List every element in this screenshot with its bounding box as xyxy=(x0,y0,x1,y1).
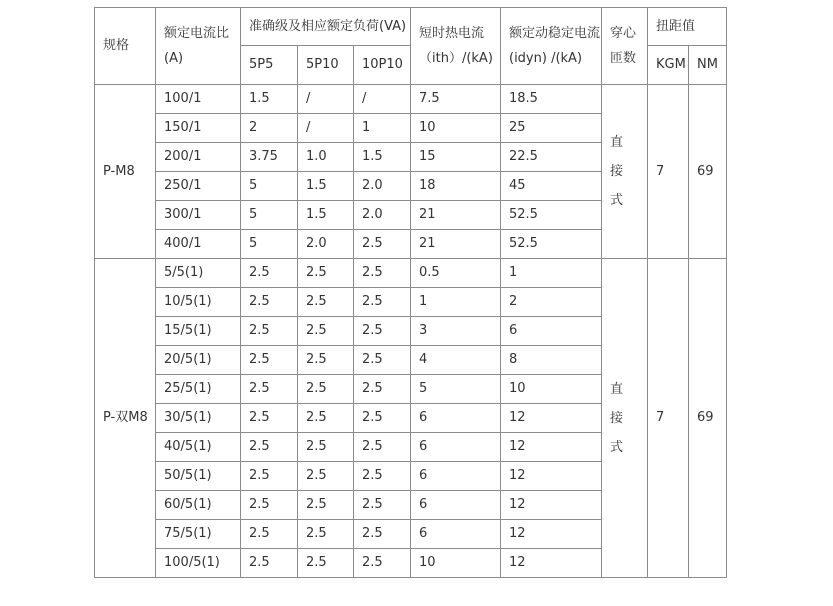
cell-spec: P-M8 xyxy=(95,85,156,259)
cell-acc-10p10: 2.5 xyxy=(354,375,411,404)
cell-torque-kgm: 7 xyxy=(648,85,689,259)
cell-acc-10p10: 2.0 xyxy=(354,172,411,201)
cell-torque-nm: 69 xyxy=(689,259,727,578)
cell-ratio: 5/5(1) xyxy=(156,259,241,288)
cell-thermal-current: 6 xyxy=(411,462,501,491)
cell-dynamic-current: 12 xyxy=(501,549,602,578)
cell-thermal-current: 21 xyxy=(411,201,501,230)
cell-ratio: 40/5(1) xyxy=(156,433,241,462)
cell-thermal-current: 6 xyxy=(411,433,501,462)
cell-acc-5p10: 2.5 xyxy=(298,433,354,462)
table-header xyxy=(95,8,727,85)
cell-thermal-current: 3 xyxy=(411,317,501,346)
cell-acc-10p10: 2.5 xyxy=(354,259,411,288)
cell-acc-10p10: 2.5 xyxy=(354,317,411,346)
cell-dynamic-current: 18.5 xyxy=(501,85,602,114)
cell-dynamic-current: 12 xyxy=(501,462,602,491)
cell-acc-5p5: 2.5 xyxy=(241,288,298,317)
cell-thermal-current: 6 xyxy=(411,491,501,520)
cell-ratio: 50/5(1) xyxy=(156,462,241,491)
cell-ratio: 400/1 xyxy=(156,230,241,259)
header-ratio: 额定电流比(A) xyxy=(156,8,241,85)
cell-dynamic-current: 52.5 xyxy=(501,230,602,259)
cell-dynamic-current: 8 xyxy=(501,346,602,375)
cell-acc-5p5: 2.5 xyxy=(241,520,298,549)
cell-dynamic-current: 12 xyxy=(501,491,602,520)
cell-dynamic-current: 45 xyxy=(501,172,602,201)
cell-ratio: 75/5(1) xyxy=(156,520,241,549)
cell-dynamic-current: 2 xyxy=(501,288,602,317)
cell-acc-5p10: 2.5 xyxy=(298,317,354,346)
cell-acc-5p10: 2.0 xyxy=(298,230,354,259)
cell-thermal-current: 21 xyxy=(411,230,501,259)
cell-dynamic-current: 12 xyxy=(501,404,602,433)
cell-acc-5p5: 2.5 xyxy=(241,346,298,375)
cell-thermal-current: 6 xyxy=(411,404,501,433)
cell-acc-5p5: 5 xyxy=(241,230,298,259)
cell-thermal-current: 5 xyxy=(411,375,501,404)
header-turns: 穿心匝数 xyxy=(602,8,648,85)
cell-acc-5p10: 2.5 xyxy=(298,375,354,404)
cell-thermal-current: 10 xyxy=(411,114,501,143)
cell-acc-5p10: 1.5 xyxy=(298,201,354,230)
cell-acc-10p10: 2.5 xyxy=(354,491,411,520)
cell-acc-10p10: 2.0 xyxy=(354,201,411,230)
cell-acc-5p10: 2.5 xyxy=(298,491,354,520)
header-spec: 规格 xyxy=(95,8,156,85)
cell-ratio: 15/5(1) xyxy=(156,317,241,346)
cell-ratio: 100/5(1) xyxy=(156,549,241,578)
cell-acc-5p5: 3.75 xyxy=(241,143,298,172)
cell-acc-5p5: 5 xyxy=(241,201,298,230)
cell-acc-5p5: 5 xyxy=(241,172,298,201)
cell-ratio: 25/5(1) xyxy=(156,375,241,404)
cell-acc-10p10: 2.5 xyxy=(354,288,411,317)
cell-acc-10p10: 1 xyxy=(354,114,411,143)
cell-thermal-current: 0.5 xyxy=(411,259,501,288)
cell-acc-10p10: 2.5 xyxy=(354,346,411,375)
cell-acc-5p10: / xyxy=(298,114,354,143)
header-acc-5p5: 5P5 xyxy=(241,46,298,85)
header-thermal-current: 短时热电流（ith）/(kA) xyxy=(411,8,501,85)
cell-ratio: 20/5(1) xyxy=(156,346,241,375)
header-row-top xyxy=(95,8,727,46)
cell-thermal-current: 1 xyxy=(411,288,501,317)
header-dynamic-current: 额定动稳定电流(idyn) /(kA) xyxy=(501,8,602,85)
cell-thermal-current: 10 xyxy=(411,549,501,578)
cell-dynamic-current: 1 xyxy=(501,259,602,288)
cell-acc-5p5: 2.5 xyxy=(241,404,298,433)
header-acc-10p10: 10P10 xyxy=(354,46,411,85)
cell-turns: 直接式 xyxy=(602,259,648,578)
cell-acc-10p10: 2.5 xyxy=(354,462,411,491)
cell-dynamic-current: 52.5 xyxy=(501,201,602,230)
cell-ratio: 300/1 xyxy=(156,201,241,230)
cell-acc-10p10: 2.5 xyxy=(354,230,411,259)
cell-acc-10p10: 2.5 xyxy=(354,549,411,578)
cell-acc-5p10: 2.5 xyxy=(298,549,354,578)
cell-ratio: 250/1 xyxy=(156,172,241,201)
cell-acc-5p10: 2.5 xyxy=(298,462,354,491)
cell-torque-kgm: 7 xyxy=(648,259,689,578)
cell-acc-5p10: / xyxy=(298,85,354,114)
cell-acc-5p10: 1.5 xyxy=(298,172,354,201)
cell-dynamic-current: 12 xyxy=(501,520,602,549)
cell-acc-5p10: 2.5 xyxy=(298,259,354,288)
cell-dynamic-current: 6 xyxy=(501,317,602,346)
cell-torque-nm: 69 xyxy=(689,85,727,259)
cell-thermal-current: 15 xyxy=(411,143,501,172)
cell-spec: P-双M8 xyxy=(95,259,156,578)
cell-thermal-current: 4 xyxy=(411,346,501,375)
cell-acc-5p5: 2.5 xyxy=(241,317,298,346)
cell-acc-5p5: 2.5 xyxy=(241,549,298,578)
cell-acc-5p5: 2.5 xyxy=(241,491,298,520)
cell-ratio: 150/1 xyxy=(156,114,241,143)
cell-thermal-current: 18 xyxy=(411,172,501,201)
cell-acc-10p10: 2.5 xyxy=(354,520,411,549)
cell-ratio: 30/5(1) xyxy=(156,404,241,433)
cell-turns: 直接式 xyxy=(602,85,648,259)
cell-acc-10p10: 2.5 xyxy=(354,404,411,433)
cell-ratio: 100/1 xyxy=(156,85,241,114)
cell-dynamic-current: 12 xyxy=(501,433,602,462)
cell-acc-10p10: / xyxy=(354,85,411,114)
cell-acc-5p5: 2.5 xyxy=(241,259,298,288)
cell-thermal-current: 7.5 xyxy=(411,85,501,114)
cell-ratio: 10/5(1) xyxy=(156,288,241,317)
spec-table xyxy=(94,7,727,578)
header-torque-nm: NM xyxy=(689,46,727,85)
cell-dynamic-current: 22.5 xyxy=(501,143,602,172)
cell-acc-10p10: 1.5 xyxy=(354,143,411,172)
cell-acc-5p5: 2 xyxy=(241,114,298,143)
cell-acc-5p5: 2.5 xyxy=(241,375,298,404)
cell-acc-5p10: 2.5 xyxy=(298,404,354,433)
cell-acc-5p5: 1.5 xyxy=(241,85,298,114)
cell-acc-5p10: 1.0 xyxy=(298,143,354,172)
cell-acc-10p10: 2.5 xyxy=(354,433,411,462)
cell-acc-5p10: 2.5 xyxy=(298,520,354,549)
table-row xyxy=(95,259,727,288)
cell-ratio: 60/5(1) xyxy=(156,491,241,520)
cell-acc-5p10: 2.5 xyxy=(298,346,354,375)
header-accuracy: 准确级及相应额定负荷(VA) xyxy=(241,8,411,46)
cell-acc-5p5: 2.5 xyxy=(241,433,298,462)
header-acc-5p10: 5P10 xyxy=(298,46,354,85)
cell-dynamic-current: 10 xyxy=(501,375,602,404)
cell-acc-5p10: 2.5 xyxy=(298,288,354,317)
table-body xyxy=(95,85,727,578)
cell-ratio: 200/1 xyxy=(156,143,241,172)
header-torque: 扭距值 xyxy=(648,8,727,46)
cell-dynamic-current: 25 xyxy=(501,114,602,143)
cell-acc-5p5: 2.5 xyxy=(241,462,298,491)
table-row xyxy=(95,85,727,114)
cell-thermal-current: 6 xyxy=(411,520,501,549)
header-torque-kgm: KGM xyxy=(648,46,689,85)
